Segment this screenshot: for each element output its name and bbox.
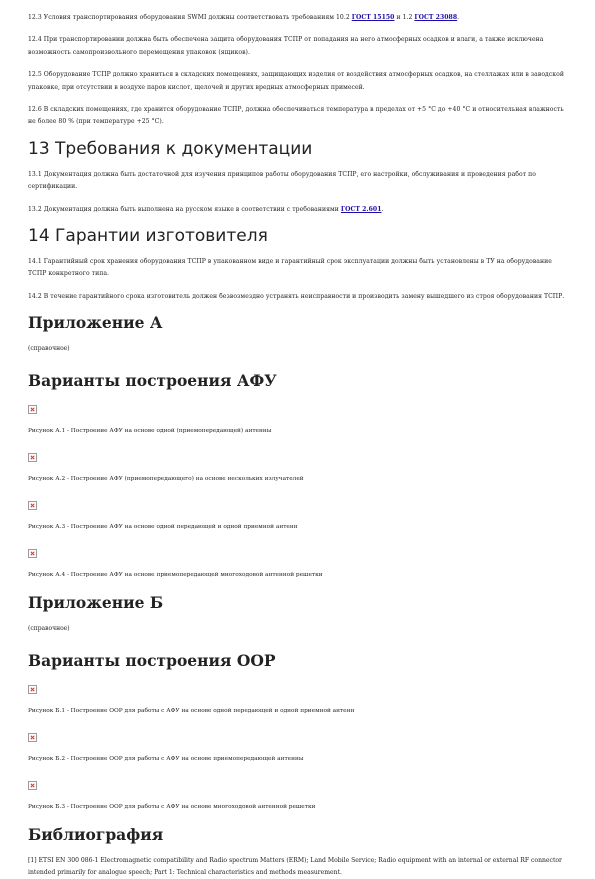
paragraph-12-6: 12.6 В складских помещениях, где хранится оборудование ТСПР, должна обеспечиваться температура в пределах от +5 °С до +40 °С и относительная влажность не более 80 % (при температуре +25 °С). <box>28 106 564 126</box>
figure-caption: Рисунок Б.3 - Построение ООР для работы с АФУ на основе многоходовой антенной решетки <box>28 804 316 811</box>
figure-a1 <box>28 401 569 436</box>
paragraph-14-2: 14.2 В течение гарантийного срока изготовитель должен безвозмездно устранять неисправности и производить замену вышедшего из строя оборудования ТСПР. <box>28 292 565 300</box>
bibliography-heading: Библиография <box>28 825 164 845</box>
appendix-a-heading: Приложение А <box>28 313 163 333</box>
paragraph-14-1: 14.1 Гарантийный срок хранения оборудования ТСПР в упакованном виде и гарантийный срок эксплуатации должны быть установлены в ТУ на оборудование ТСПР конкретного типа. <box>28 258 552 278</box>
broken-image-icon[interactable] <box>28 405 37 414</box>
figure-caption: Рисунок А.2 - Построение АФУ (приемопередающего) на основе нескольких излучателей <box>28 476 304 483</box>
figure-a3 <box>28 497 569 532</box>
section-14-heading: 14 Гарантии изготовителя <box>28 226 268 247</box>
paragraph-text: 13.2 Документация должна быть выполнена на русском языке в соответствии с требованиями <box>28 205 341 213</box>
appendix-a-note: (справочное) <box>28 345 70 353</box>
broken-image-icon[interactable] <box>28 549 37 558</box>
figure-a4 <box>28 545 569 580</box>
gost-15150-link[interactable]: ГОСТ 15150 <box>351 14 395 21</box>
appendix-b-note: (справочное) <box>28 625 70 633</box>
figure-a2 <box>28 449 569 484</box>
appendix-b-heading: Приложение Б <box>28 593 164 613</box>
paragraph-12-5: 12.5 Оборудование ТСПР должно храниться в складских помещениях, защищающих изделия от воздействия атмосферных осадков, на стеллажах или в заводской упаковке, при отсутствии в воздухе паров кислот, щелочей и других вредных атмосферных примесей. <box>28 71 564 91</box>
figure-b1 <box>28 681 569 716</box>
paragraph-13-2 <box>28 204 569 216</box>
figure-caption: Рисунок А.4 - Построение АФУ на основе приемопередающей многоходовой антенной решетки <box>28 572 323 579</box>
figure-b2 <box>28 729 569 764</box>
appendix-b-title: Варианты построения ООР <box>28 651 276 671</box>
gost-23088-link[interactable]: ГОСТ 23088 <box>414 14 458 21</box>
gost-2601-link[interactable]: ГОСТ 2.601 <box>340 205 382 213</box>
figure-b3 <box>28 777 569 812</box>
paragraph-text: . <box>457 14 460 21</box>
broken-image-icon[interactable] <box>28 781 37 790</box>
section-13-heading: 13 Требования к документации <box>28 138 313 159</box>
appendix-a-title: Варианты построения АФУ <box>28 371 277 391</box>
figure-caption: Рисунок Б.1 - Построение ООР для работы с АФУ на основе одной передающей и одной приемной антенн <box>28 708 355 715</box>
broken-image-icon[interactable] <box>28 685 37 694</box>
paragraph-text: и 1.2 <box>394 14 415 21</box>
bibliography-item-1: [1] ETSI EN 300 086-1 Electromagnetic compatibility and Radio spectrum Matters (ERM); Land Mobile Service; Radio equipment with an internal or external RF connector intended primarily for analogue speech; Part 1: Technical characteristics and methods measurement. <box>28 857 562 877</box>
figure-caption: Рисунок Б.2 - Построение ООР для работы с АФУ на основе приемопередающей антенны <box>28 756 304 763</box>
broken-image-icon[interactable] <box>28 501 37 510</box>
paragraph-13-1: 13.1 Документация должна быть достаточной для изучения принципов работы оборудования ТСПР, его настройки, обслуживания и проведения работ по сертификации. <box>28 170 536 191</box>
figure-caption: Рисунок А.3 - Построение АФУ на основе одной передающей и одной приемной антенн <box>28 524 298 531</box>
paragraph-12-3 <box>28 12 569 24</box>
paragraph-12-4: 12.4 При транспортировании должна быть обеспечена защита оборудования ТСПР от попадания на него атмосферных осадков и влаги, а также исключена возможность самопроизвольного перемещения упаковок (ящиков). <box>28 36 544 56</box>
figure-caption: Рисунок А.1 - Построение АФУ на основе одной (приемопередающей) антенны <box>28 428 272 435</box>
broken-image-icon[interactable] <box>28 733 37 742</box>
paragraph-text: 12.3 Условия транспортирования оборудования SWMI должны соответствовать требованиям 10.2 <box>28 14 352 21</box>
paragraph-text: . <box>381 205 384 213</box>
broken-image-icon[interactable] <box>28 453 37 462</box>
